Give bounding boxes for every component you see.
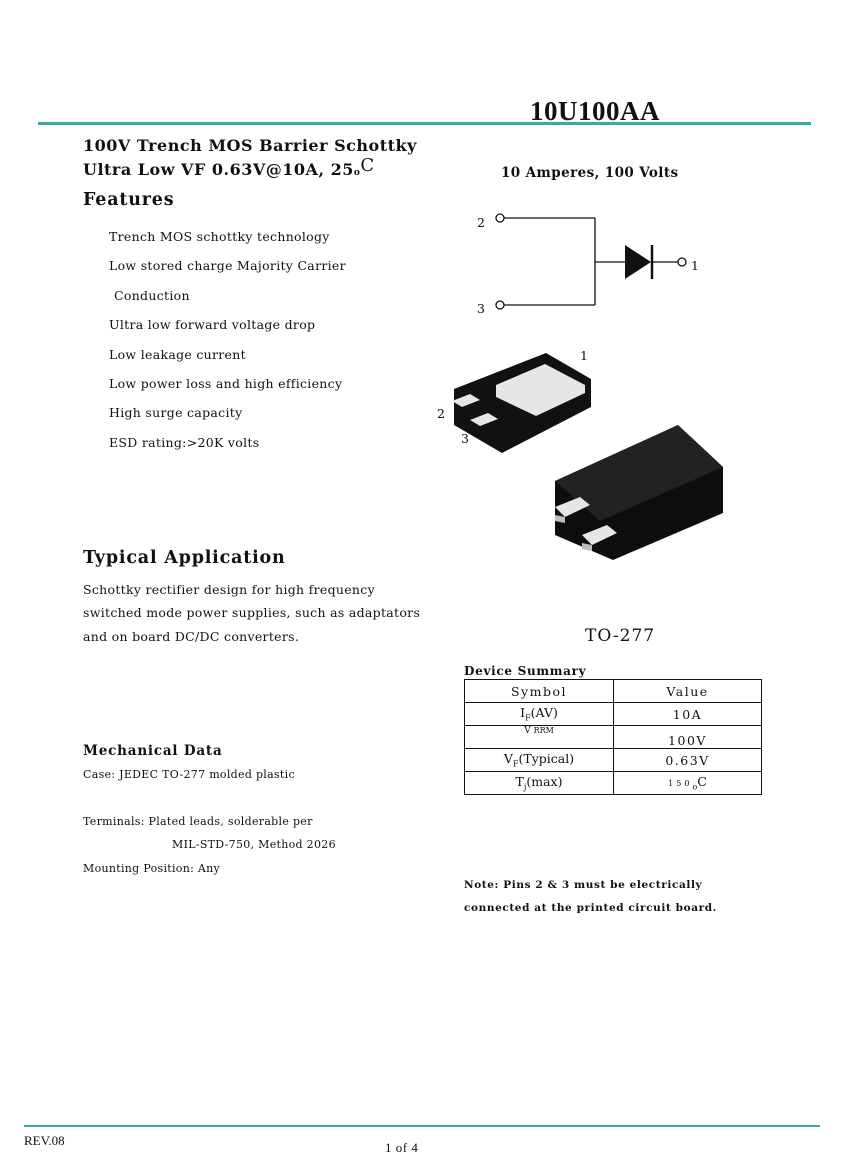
mechanical-mounting: Mounting Position: Any <box>83 862 221 875</box>
headline-line-2 <box>83 155 375 180</box>
value-cell: 10A <box>614 703 762 726</box>
list-item: Low leakage current <box>109 346 246 362</box>
symbol-cell: $I_F(AV)$ <box>465 703 614 726</box>
typical-application-line-2: switched mode power supplies, such as adaptators <box>83 605 421 620</box>
list-item: Low power loss and high efficiency <box>109 375 343 391</box>
table-row <box>465 703 762 726</box>
headline-text: Ultra Low VF 0.63V@10A, 25 <box>83 160 354 179</box>
value-cell: 100V <box>614 726 762 749</box>
column-header-value: Value <box>614 680 762 703</box>
mechanical-terminals-2: MIL-STD-750, Method 2026 <box>172 838 336 851</box>
table-row <box>465 726 762 749</box>
unit-c: C <box>360 155 375 176</box>
list-item: Ultra low forward voltage drop <box>109 317 316 333</box>
package-illustration <box>440 345 735 565</box>
value-cell: $150_oC$ <box>614 772 762 795</box>
top-rule <box>38 122 811 125</box>
table-header-row <box>465 680 762 703</box>
value-cell: 0.63V <box>614 749 762 772</box>
package-name: TO-277 <box>585 626 656 646</box>
list-item: Low stored charge Majority Carrier <box>109 258 346 274</box>
device-summary-table <box>464 679 762 795</box>
page-number: 1 of 4 <box>385 1140 419 1155</box>
symbol-cell: $V_F(Typical)$ <box>465 749 614 772</box>
mechanical-terminals-1: Terminals: Plated leads, solderable per <box>83 815 313 828</box>
package-pin-3-label: 3 <box>461 431 470 446</box>
device-summary-heading: Device Summary <box>464 664 587 678</box>
part-number: 10U100AA <box>530 96 660 126</box>
table-row <box>465 749 762 772</box>
column-header-symbol: Symbol <box>465 680 614 703</box>
rating: 10 Amperes, 100 Volts <box>501 165 679 181</box>
mechanical-case: Case: JEDEC TO-277 molded plastic <box>83 768 295 781</box>
package-pin-1-label: 1 <box>580 348 589 363</box>
note-line-2: connected at the printed circuit board. <box>464 902 717 914</box>
package-pin-2-label: 2 <box>437 406 446 421</box>
list-item: High surge capacity <box>109 405 243 421</box>
typical-application-heading: Typical Application <box>83 548 286 568</box>
list-item: Conduction <box>114 287 190 303</box>
headline-line-1: 100V Trench MOS Barrier Schottky <box>83 136 417 155</box>
symbol-cell: V RRM <box>465 726 614 749</box>
revision: REV.08 <box>24 1133 65 1148</box>
schematic-pin-2-label: 2 <box>477 215 486 230</box>
note-line-1: Note: Pins 2 & 3 must be electrically <box>464 879 703 891</box>
symbol-cell: $T_j(\max)$ <box>465 772 614 795</box>
typical-application-line-1: Schottky rectifier design for high frequency <box>83 582 375 597</box>
list-item: ESD rating:>20K volts <box>109 434 260 450</box>
package-top-view <box>452 353 591 453</box>
pin-2-terminal <box>496 214 504 222</box>
list-item: Trench MOS schottky technology <box>109 229 330 244</box>
table-row <box>465 772 762 795</box>
schematic-pin-1-label: 1 <box>691 258 700 273</box>
typical-application-line-3: and on board DC/DC converters. <box>83 629 300 644</box>
features-list <box>109 229 346 464</box>
schematic-pin-3-label: 3 <box>477 301 486 316</box>
package-bottom-view <box>555 425 723 560</box>
bottom-rule <box>24 1125 820 1127</box>
pin-3-terminal <box>496 301 504 309</box>
diode-schematic <box>470 205 710 320</box>
features-heading: Features <box>83 190 175 210</box>
diode-triangle <box>625 245 651 279</box>
degree-mark: o <box>353 168 361 178</box>
mechanical-heading: Mechanical Data <box>83 743 223 759</box>
pin-1-terminal <box>678 258 686 266</box>
